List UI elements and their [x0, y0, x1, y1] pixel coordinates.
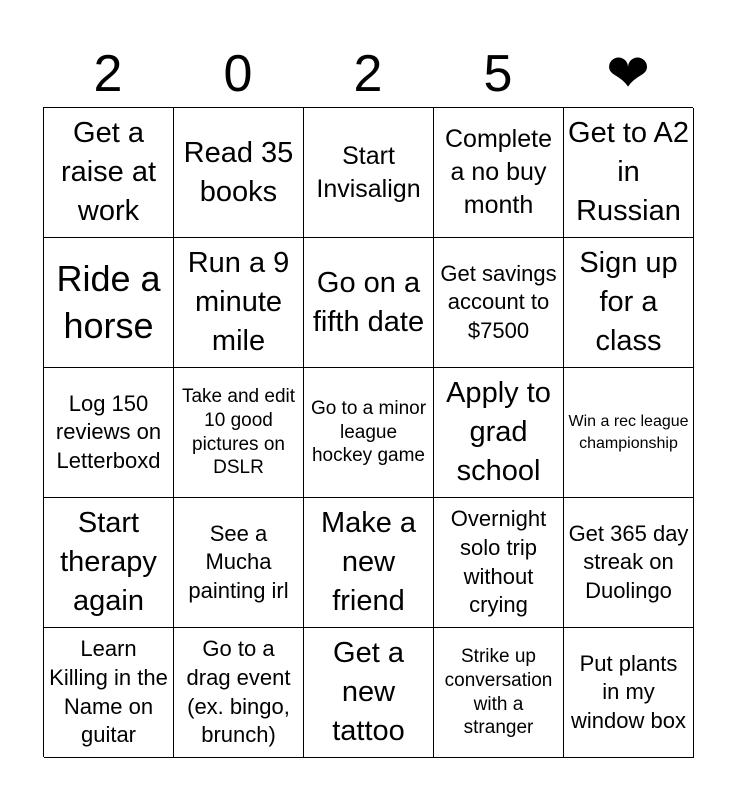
bingo-cell-r1c5[interactable]: Get to A2 in Russian [564, 108, 694, 238]
bingo-cell-r2c4[interactable]: Get savings account to $7500 [434, 238, 564, 368]
bingo-cell-r2c1[interactable]: Ride a horse [44, 238, 174, 368]
bingo-cell-r2c3[interactable]: Go on a fifth date [304, 238, 434, 368]
bingo-cell-r5c4[interactable]: Strike up conversation with a stranger [434, 628, 564, 758]
bingo-header [43, 40, 693, 108]
heart-icon: ❤ [606, 45, 650, 103]
bingo-cell-r4c5[interactable]: Get 365 day streak on Duolingo [564, 498, 694, 628]
bingo-cell-r3c4[interactable]: Apply to grad school [434, 368, 564, 498]
bingo-cell-r1c2[interactable]: Read 35 books [174, 108, 304, 238]
bingo-cell-r5c5[interactable]: Put plants in my window box [564, 628, 694, 758]
bingo-cell-r3c2[interactable]: Take and edit 10 good pictures on DSLR [174, 368, 304, 498]
bingo-cell-r3c5[interactable]: Win a rec league championship [564, 368, 694, 498]
bingo-cell-r4c1[interactable]: Start therapy again [44, 498, 174, 628]
bingo-cell-r2c5[interactable]: Sign up for a class [564, 238, 694, 368]
bingo-cell-r2c2[interactable]: Run a 9 minute mile [174, 238, 304, 368]
header-letter-3: 2 [353, 45, 383, 103]
bingo-cell-r5c1[interactable]: Learn Killing in the Name on guitar [44, 628, 174, 758]
bingo-cell-r4c2[interactable]: See a Mucha painting irl [174, 498, 304, 628]
bingo-cell-r3c3[interactable]: Go to a minor league hockey game [304, 368, 434, 498]
bingo-cell-r1c3[interactable]: Start Invisalign [304, 108, 434, 238]
bingo-cell-r5c3[interactable]: Get a new tattoo [304, 628, 434, 758]
bingo-cell-r4c4[interactable]: Overnight solo trip without crying [434, 498, 564, 628]
header-letter-2: 0 [223, 45, 253, 103]
bingo-cell-r1c4[interactable]: Complete a no buy month [434, 108, 564, 238]
bingo-cell-r3c1[interactable]: Log 150 reviews on Letterboxd [44, 368, 174, 498]
bingo-cell-r1c1[interactable]: Get a raise at work [44, 108, 174, 238]
header-letter-4: 5 [483, 45, 513, 103]
bingo-cell-r5c2[interactable]: Go to a drag event (ex. bingo, brunch) [174, 628, 304, 758]
header-letter-1: 2 [93, 45, 123, 103]
bingo-cell-r4c3[interactable]: Make a new friend [304, 498, 434, 628]
bingo-grid [43, 107, 693, 757]
